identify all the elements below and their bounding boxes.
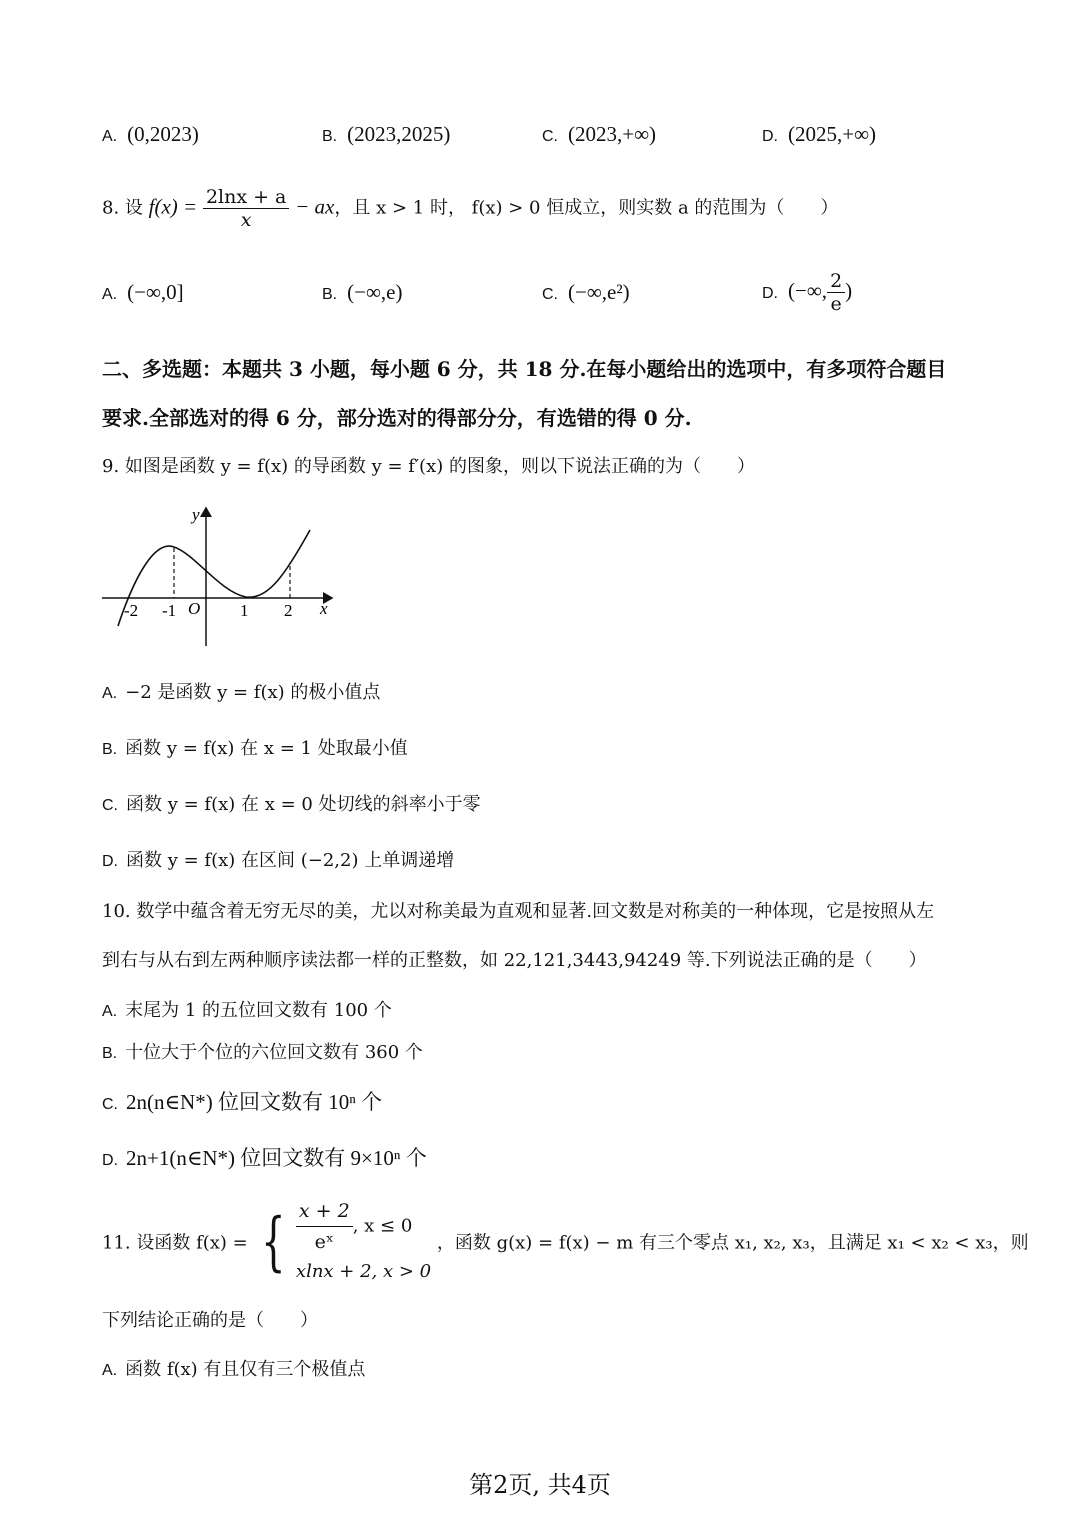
q11-stem-line2: 下列结论正确的是（ ） <box>102 1310 318 1331</box>
q8-option-b: B. (−∞,e) <box>322 280 403 304</box>
tick-label-minus2: -2 <box>124 601 139 620</box>
tick-label-minus1: -1 <box>162 601 177 620</box>
y-axis-label: y <box>192 505 200 524</box>
q11-option-a: A. 函数 f(x) 有且仅有三个极值点 <box>102 1359 366 1380</box>
x-axis-label: x <box>320 599 328 618</box>
q8-option-a: A. (−∞,0] <box>102 280 184 304</box>
piecewise-cases: $\frac{x + 2}{\text{eˣ}}$ , x ≤ 0 xlnx + 2, x > 0 <box>296 1196 431 1287</box>
section2-heading-line1: 二、多选题：本题共 3 小题，每小题 6 分，共 18 分.在每小题给出的选项中，有多项符合题目 <box>102 357 947 381</box>
section2-heading-line2: 要求.全部选对的得 6 分，部分选对的得部分分，有选错的得 0 分. <box>102 406 692 430</box>
q10-stem-line2: 到右与从右到左两种顺序读法都一样的正整数，如 22,121,3443,94249 等.下列说法正确的是（ ） <box>102 950 927 971</box>
q9-option-a: A. −2 是函数 y = f(x) 的极小值点 <box>102 682 381 703</box>
page-number-footer: 第2页, 共4页 <box>469 1471 611 1499</box>
q7-option-d: D. (2025,+∞) <box>762 122 877 146</box>
q11-stem: 11. 设函数 f(x) = { $\frac{x + 2}{\text{eˣ}}$ , x ≤ 0 xlnx + 2, x > 0 ，函数 g(x) = f(x) − m 有三个零点 x₁, x₂, x₃，且满足 x₁ < x₂ < x₃，则 <box>102 1196 1029 1287</box>
q8-stem: 8. 设 f(x) = $\frac{2\ln x + a}{x}$ − ax，且 x > 1 时， f(x) > 0 恒成立，则实数 a 的范围为（ ） <box>102 186 839 231</box>
q9-stem: 9. 如图是函数 y = f(x) 的导函数 y = f′(x) 的图象，则以下说法正确的为（ ） <box>102 456 755 477</box>
q7-option-c: C. (2023,+∞) <box>542 122 657 146</box>
q9-option-c: C. 函数 y = f(x) 在 x = 0 处切线的斜率小于零 <box>102 794 481 815</box>
origin-label: O <box>188 599 201 618</box>
q10-option-d: D. 2n+1(n∈N*) 位回文数有 9×10ⁿ 个 <box>102 1146 427 1170</box>
q7-option-b: B. (2023,2025) <box>322 122 451 146</box>
q10-option-b: B. 十位大于个位的六位回文数有 360 个 <box>102 1042 423 1063</box>
derivative-curve <box>118 530 310 626</box>
tick-label-2: 2 <box>284 601 293 620</box>
q7-option-a: A. (0,2023) <box>102 122 199 146</box>
q8-option-d: D. (−∞, $\frac{2}{e}$ ) <box>762 270 853 315</box>
q8-fraction: $\frac{2\ln x + a}{x}$ <box>203 186 289 231</box>
tick-label-1: 1 <box>240 601 249 620</box>
q9-derivative-graph <box>100 500 340 648</box>
q9-option-d: D. 函数 y = f(x) 在区间 (−2,2) 上单调递增 <box>102 850 455 871</box>
q10-option-c: C. 2n(n∈N*) 位回文数有 10ⁿ 个 <box>102 1090 383 1114</box>
q8-option-c: C. (−∞,e²) <box>542 280 630 304</box>
piecewise-brace: { <box>261 1204 287 1279</box>
q10-option-a: A. 末尾为 1 的五位回文数有 100 个 <box>102 1000 392 1021</box>
q10-stem-line1: 10. 数学中蕴含着无穷无尽的美，尤以对称美最为直观和显著.回文数是对称美的一种体现，它是按照从左 <box>102 901 935 922</box>
q9-option-b: B. 函数 y = f(x) 在 x = 1 处取最小值 <box>102 738 408 759</box>
